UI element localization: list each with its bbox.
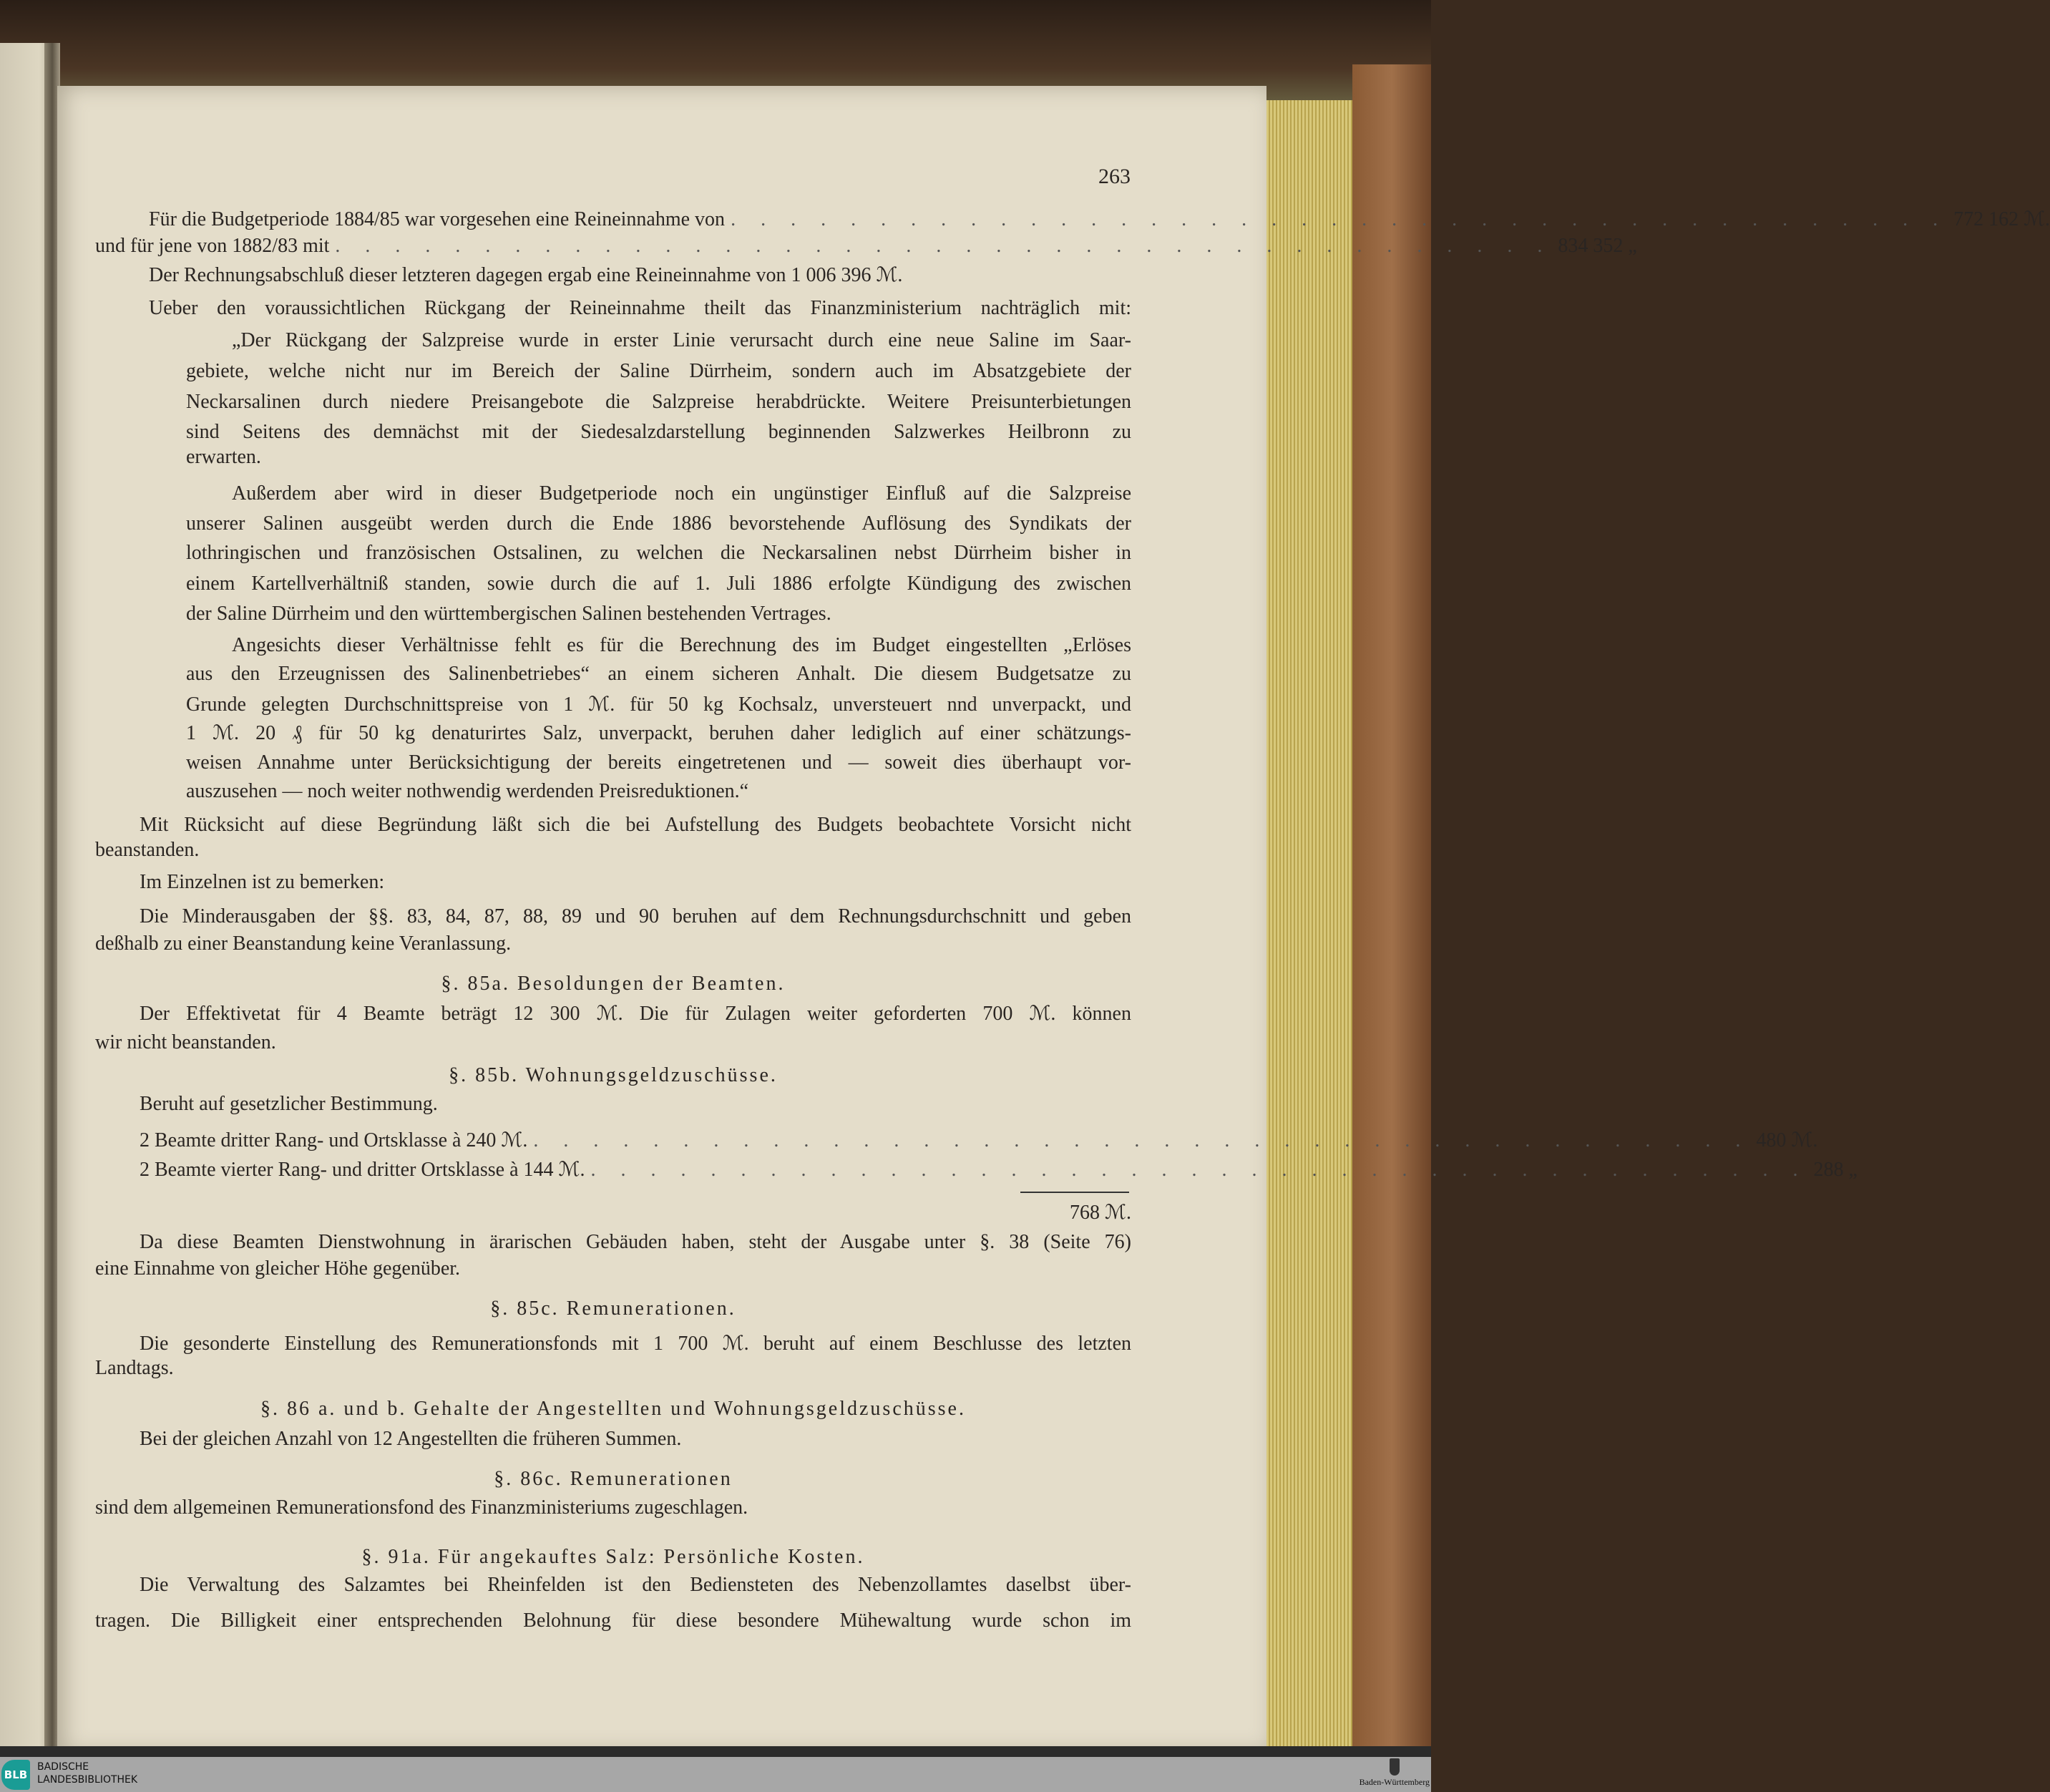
leader-row — [149, 208, 2050, 232]
row-amount: 288 „ — [1813, 1159, 1858, 1181]
text-line: eine Einnahme von gleicher Höhe gegenüber. — [95, 1257, 461, 1280]
row-label: 2 Beamte vierter Rang- und dritter Ortsklasse à 144 ℳ. — [140, 1159, 585, 1181]
row-amount: 480 ℳ. — [1756, 1129, 1818, 1151]
row-label: 2 Beamte dritter Rang- und Ortsklasse à 240 ℳ. — [140, 1129, 528, 1151]
footer-bar — [0, 1757, 1431, 1792]
text-line: aus den Erzeugnissen des Salinenbetriebes“ an einem sicheren Anhalt. Die diesem Budgetsatze zu — [186, 663, 1131, 685]
section-heading: §. 85c. Remunerationen. — [490, 1297, 736, 1320]
section-heading: §. 86 a. und b. Gehalte der Angestellten und Wohnungsgeldzuschüsse. — [260, 1398, 966, 1420]
leader-row — [95, 234, 1637, 258]
dot-leader: . . . . . . . . . . . . . . . . . . . . . . . . . . . . . . . . . . . . . . . . . — [731, 208, 1948, 230]
text-line: Landtags. — [95, 1357, 174, 1379]
text-line: Die Minderausgaben der §§. 83, 84, 87, 88, 89 und 90 beruhen auf dem Rechnungsdurchschnitt und geben — [140, 905, 1131, 927]
text-line: auszusehen — noch weiter nothwendig werdenden Preisreduktionen.“ — [186, 780, 749, 802]
blb-logo[interactable]: BLB — [1, 1760, 30, 1790]
text-line: Neckarsalinen durch niedere Preisangebote die Salzpreise herabdrückte. Weitere Preisunterbietungen — [186, 391, 1131, 413]
row-amount: 834 352 „ — [1558, 235, 1637, 257]
text-line: Mit Rücksicht auf diese Begründung läßt sich die bei Aufstellung des Budgets beobachtete Vorsicht nicht — [140, 814, 1131, 836]
text-line: Bei der gleichen Anzahl von 12 Angestellten die früheren Summen. — [140, 1428, 682, 1450]
page-edges — [1259, 100, 1352, 1753]
section-heading: §. 86c. Remunerationen — [494, 1468, 733, 1490]
text-line: Grunde gelegten Durchschnittspreise von 1 ℳ. für 50 kg Kochsalz, unversteuert nnd unverpackt, und — [186, 693, 1131, 716]
row-amount: 772 162 ℳ. — [1953, 208, 2050, 230]
page-number: 263 — [1098, 165, 1131, 188]
text-line: lothringischen und französischen Ostsalinen, zu welchen die Neckarsalinen nebst Dürrheim bisher in — [186, 542, 1131, 564]
text-line: weisen Annahme unter Berücksichtigung der bereits eingetretenen und — soweit dies überhaupt vor- — [186, 751, 1131, 774]
sum-rule — [1020, 1192, 1129, 1193]
text-line: deßhalb zu einer Beanstandung keine Veranlassung. — [95, 932, 512, 955]
text-line: „Der Rückgang der Salzpreise wurde in erster Linie verursacht durch eine neue Saline im Saar- — [232, 329, 1131, 351]
baden-wuerttemberg-logo[interactable] — [1360, 1758, 1430, 1788]
leader-row — [140, 1129, 1818, 1153]
text-line: sind Seitens des demnächst mit der Siedesalzdarstellung beginnenden Salzwerkes Heilbronn zu — [186, 421, 1131, 443]
text-line: Die gesonderte Einstellung des Remunerationsfonds mit 1 700 ℳ. beruht auf einem Beschlusse des letzten — [140, 1333, 1131, 1355]
text-line: Beruht auf gesetzlicher Bestimmung. — [140, 1093, 438, 1115]
section-heading: §. 85b. Wohnungsgeldzuschüsse. — [449, 1064, 778, 1086]
library-name[interactable] — [37, 1761, 137, 1786]
text-line: Die Verwaltung des Salzamtes bei Rheinfelden ist den Bediensteten des Nebenzollamtes daselbst über- — [140, 1574, 1131, 1596]
dot-leader: . . . . . . . . . . . . . . . . . . . . . . . . . . . . . . . . . . . . . . . . . — [335, 235, 1553, 257]
text-line: Ueber den voraussichtlichen Rückgang der Reineinnahme theilt das Finanzministerium nachträglich mit: — [149, 297, 1131, 319]
dot-leader: . . . . . . . . . . . . . . . . . . . . . . . . . . . . . . . . . . . . . . . . . — [533, 1129, 1751, 1151]
text-line: Außerdem aber wird in dieser Budgetperiode noch ein ungünstiger Einfluß auf die Salzpreise — [232, 482, 1131, 505]
book-cover — [1352, 64, 1431, 1757]
sum-total: 768 ℳ. — [1070, 1202, 1131, 1224]
leader-row — [140, 1158, 1858, 1182]
text-line: unserer Salinen ausgeübt werden durch die Ende 1886 bevorstehende Auflösung des Syndikats der — [186, 512, 1131, 535]
text-line: tragen. Die Billigkeit einer entsprechenden Belohnung für diese besondere Mühewaltung wurde schon im — [95, 1610, 1131, 1632]
row-label: Für die Budgetperiode 1884/85 war vorgesehen eine Reineinnahme von — [149, 208, 726, 230]
text-line: gebiete, welche nicht nur im Bereich der Saline Dürrheim, sondern auch im Absatzgebiete der — [186, 360, 1131, 382]
text-line: Angesichts dieser Verhältnisse fehlt es für die Berechnung des im Budget eingestellten „Erlöses — [232, 634, 1131, 656]
section-heading: §. 85a. Besoldungen der Beamten. — [441, 973, 786, 995]
coat-of-arms-icon — [1390, 1758, 1400, 1776]
text-line: erwarten. — [186, 446, 261, 468]
dot-leader: . . . . . . . . . . . . . . . . . . . . . . . . . . . . . . . . . . . . . . . . . — [590, 1159, 1808, 1181]
text-line: beanstanden. — [95, 839, 200, 861]
text-line: Im Einzelnen ist zu bemerken: — [140, 871, 385, 893]
section-heading: §. 91a. Für angekauftes Salz: Persönliche Kosten. — [361, 1546, 865, 1568]
state-label: Baden-Württemberg — [1359, 1777, 1430, 1787]
text-line: 1 ℳ. 20 ₰ für 50 kg denaturirtes Salz, unverpackt, beruhen daher lediglich auf einer schätzungs- — [186, 722, 1131, 744]
library-name-line-1: BADISCHE — [37, 1761, 89, 1773]
text-line: sind dem allgemeinen Remunerationsfond des Finanzministeriums zugeschlagen. — [95, 1496, 748, 1519]
text-line: wir nicht beanstanden. — [95, 1031, 276, 1053]
row-label: und für jene von 1882/83 mit — [95, 235, 330, 257]
text-line: der Saline Dürrheim und den württembergischen Salinen bestehenden Vertrages. — [186, 603, 831, 625]
text-line: Der Effektivetat für 4 Beamte beträgt 12 300 ℳ. Die für Zulagen weiter geforderten 700 ℳ. können — [140, 1003, 1131, 1025]
text-line: Der Rechnungsabschluß dieser letzteren dagegen ergab eine Reineinnahme von 1 006 396 ℳ. — [149, 264, 903, 286]
text-line: einem Kartellverhältniß standen, sowie durch die auf 1. Juli 1886 erfolgte Kündigung des zwischen — [186, 573, 1131, 595]
library-name-line-2: LANDESBIBLIOTHEK — [37, 1774, 138, 1786]
text-line: Da diese Beamten Dienstwohnung in ärarischen Gebäuden haben, steht der Ausgabe unter §. 38 (Seite 76) — [140, 1231, 1131, 1253]
